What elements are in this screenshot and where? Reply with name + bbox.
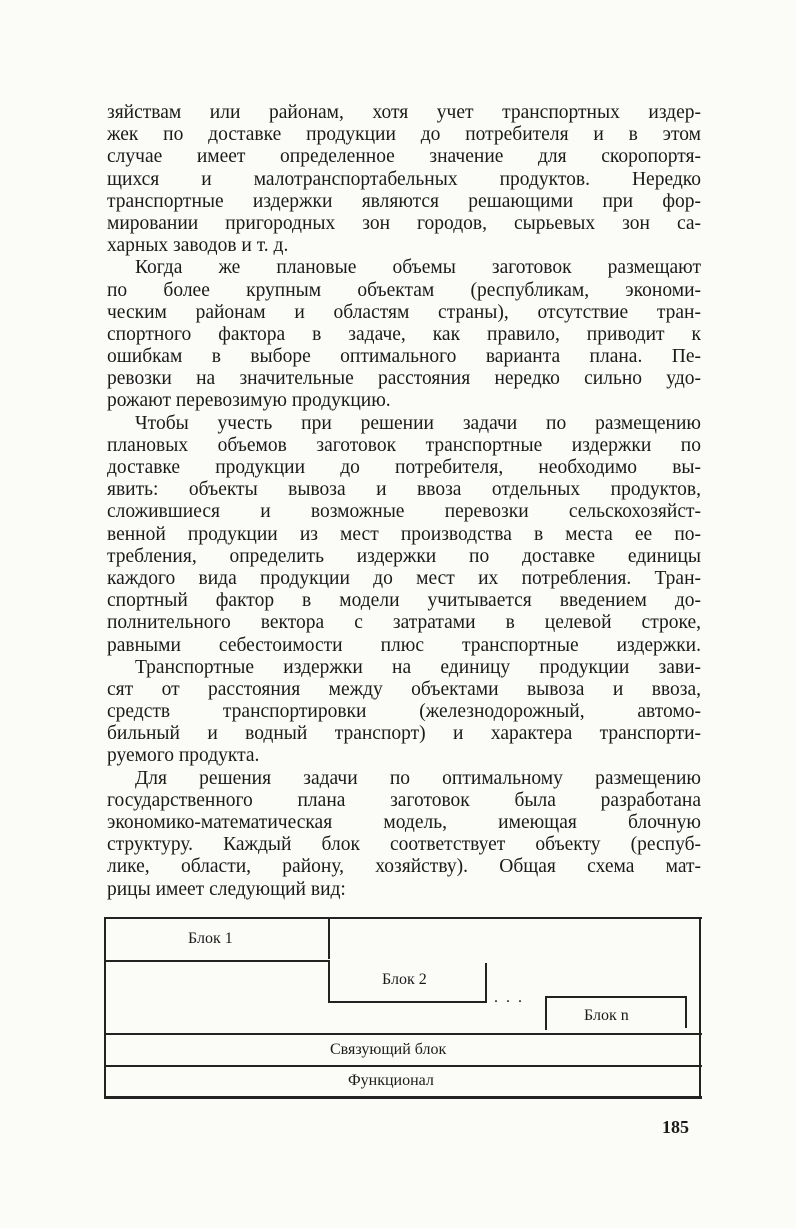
text-line: лике, области, району, хозяйству). Общая схема мат- [107, 856, 701, 878]
block1-bottom-edge [104, 960, 330, 962]
ellipsis: . . . [494, 989, 524, 1006]
text-line: полнительного вектора с затратами в целевой строке, [107, 612, 701, 634]
blockn-top-edge [545, 996, 687, 998]
text-line: ошибкам в выборе оптимального варианта плана. Пе- [107, 346, 701, 368]
text-line: Для решения задачи по оптимальному размещению [135, 767, 701, 789]
text-line: Когда же плановые объемы заготовок размещают [135, 257, 701, 279]
block1-right-edge [328, 919, 330, 959]
text-line: ревозки на значительные расстояния нередко сильно удо- [107, 368, 701, 390]
text-line: харных заводов и т. д. [107, 235, 289, 257]
text-line: по более крупным объектам (республикам, экономи- [107, 279, 701, 301]
text-line: государственного плана заготовок была разработана [107, 789, 701, 811]
text-line: ческим районам и областям страны), отсутствие тран- [107, 301, 701, 323]
text-line: экономико-математическая модель, имеющая блочную [107, 812, 701, 833]
functional-label: Функционал [348, 1072, 434, 1089]
text-line: сят от расстояния между объектами вывоза и ввоза, [107, 678, 701, 700]
linking-top-edge [104, 1033, 702, 1035]
text-line: сложившиеся и возможные перевозки сельскохозяйст- [107, 501, 701, 523]
text-line: руемого продукта. [107, 745, 260, 767]
diagram-left-border [104, 917, 106, 1098]
block2-label: Блок 2 [382, 971, 427, 988]
text-line: равными себестоимости плюс транспортные издержки. [107, 634, 701, 656]
text-line: Транспортные издержки на единицу продукции зави- [135, 656, 701, 678]
text-line: структуру. Каждый блок соответствует объекту (респуб- [107, 834, 701, 856]
diagram-right-border [699, 917, 701, 1098]
text-line: требления, определить издержки по доставке единицы [107, 545, 701, 567]
text-line: транспортные издержки являются решающими при фор- [107, 190, 701, 212]
blockn-right-edge [685, 996, 687, 1028]
text-line: средств транспортировки (железнодорожный, автомо- [107, 701, 701, 723]
text-line: щихся и малотранспортабельных продуктов. Нередко [107, 168, 701, 190]
text-line: зяйствам или районам, хотя учет транспортных издер- [107, 102, 701, 123]
block2-left-edge [328, 961, 330, 1001]
text-line: венной продукции из мест производства в места ее по- [107, 523, 701, 545]
text-line: рожают перевозимую продукцию. [107, 390, 391, 412]
block2-right-edge [485, 963, 487, 1001]
block2-bottom-edge [328, 1001, 487, 1003]
text-line: каждого вида продукции до мест их потребления. Тран- [107, 567, 701, 589]
blockn-left-edge [545, 998, 547, 1030]
linking-label: Связующий блок [330, 1041, 447, 1058]
text-line: явить: объекты вывоза и ввоза отдельных продуктов, [107, 479, 701, 501]
text-line: рицы имеет следующий вид: [107, 878, 346, 900]
diagram-top-border [104, 917, 702, 919]
text-line: спортного фактора в задаче, как правило, приводит к [107, 323, 701, 345]
blockn-label: Блок n [584, 1007, 629, 1024]
text-line: бильный и водный транспорт) и характера транспорти- [107, 723, 701, 745]
diagram-bottom-border [104, 1096, 702, 1099]
text-line: спортный фактор в модели учитывается введением до- [107, 590, 701, 612]
text-line: доставке продукции до потребителя, необходимо вы- [107, 457, 701, 478]
body-text [107, 102, 701, 901]
text-line: мировании пригородных зон городов, сырьевых зон са- [107, 212, 701, 234]
text-line: Чтобы учесть при решении задачи по размещению [135, 412, 701, 434]
text-line: плановых объемов заготовок транспортные издержки по [107, 434, 701, 456]
block-matrix-diagram [104, 917, 702, 1099]
functional-top-edge [104, 1065, 702, 1067]
page-number: 185 [662, 1117, 689, 1137]
text-line: жек по доставке продукции до потребителя и в этом [107, 124, 701, 146]
block1-label: Блок 1 [188, 930, 233, 947]
text-line: случае имеет определенное значение для скоропортя- [107, 146, 701, 168]
